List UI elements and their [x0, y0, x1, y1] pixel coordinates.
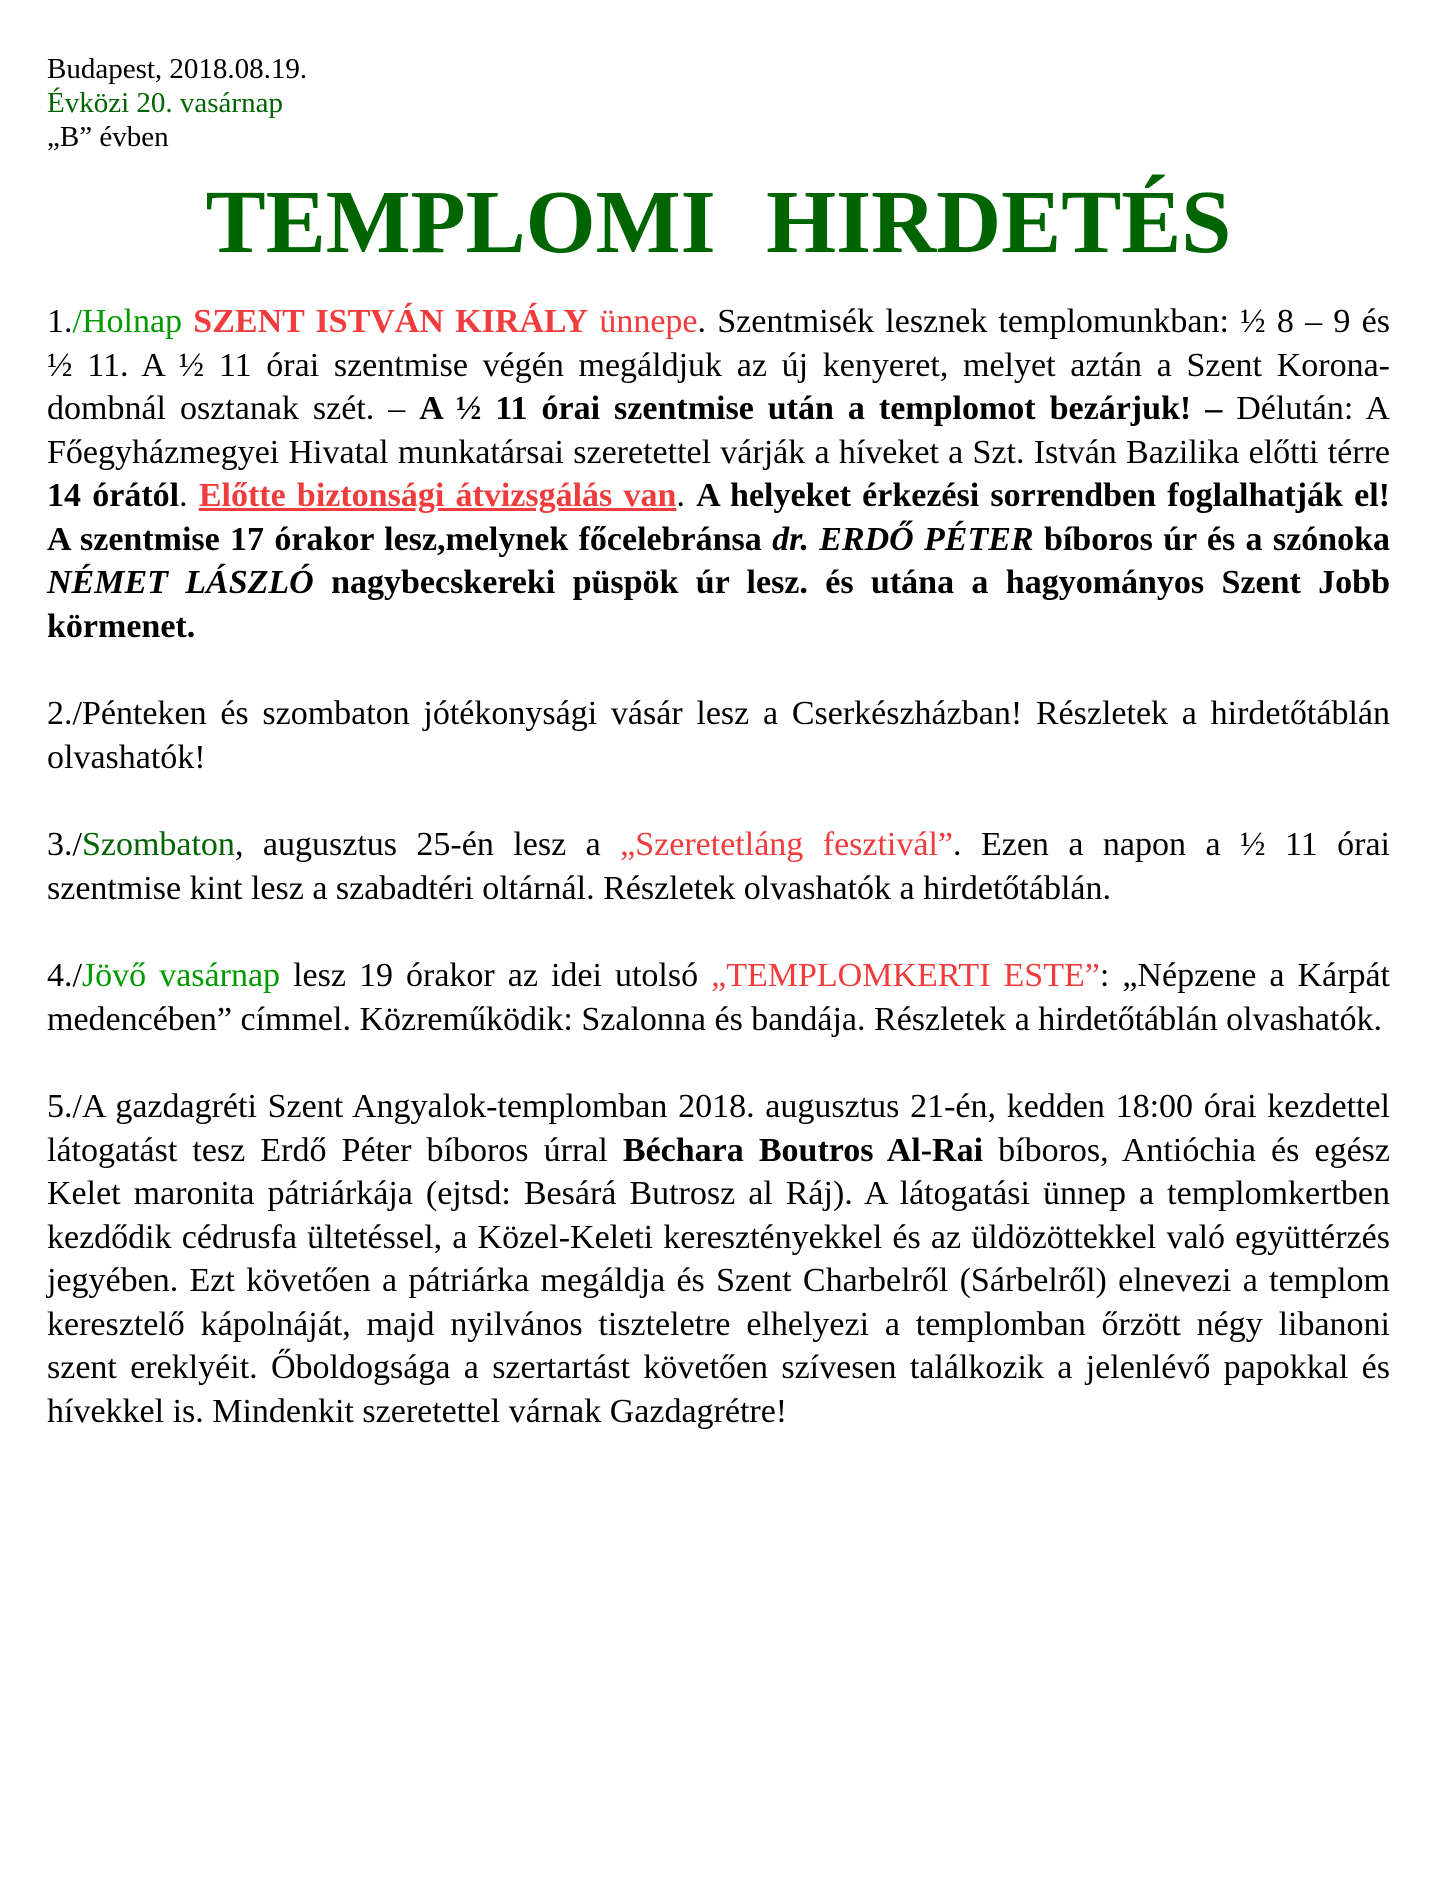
bold-text: bíboros úr és a szónoka [1033, 520, 1391, 558]
event-name: „TEMPLOMKERTI ESTE” [711, 957, 1100, 994]
lead-word: /Holnap [72, 303, 183, 340]
liturgical-day: Évközi 20. vasárnap [47, 87, 283, 119]
text: : „Népzene a Kárpát medencében” címmel. Közreműködik: Szalonna és bandája. Részletek a hirdetőtáblán olvashatók. [47, 957, 1390, 1038]
bold-text: A helyeket érkezési sorrendben foglalhatják el! A szentmise 17 órakor lesz,melynek főcelebránsa [47, 477, 1391, 558]
text: , augusztus 25-én lesz a [234, 826, 621, 863]
celebrant-name: dr. ERDŐ PÉTER [772, 520, 1034, 558]
feast-suffix: ünnepe [588, 303, 698, 340]
text: bíboros, Antióchia és egész Kelet maronita pátriárkája (ejtsd: Besárá Butrosz al Ráj). A látogatási ünnep a templomkertben kezdődik cédrusfa ültetéssel, a Közel-Keleti keresztényekkel és az üldözöttekkel való együttérzés jegyében. Ezt követően a pátriárka megáldja és Szent Charbelről (Sárbelről) elnevezi a templom keresztelő kápolnáját, majd nyilvános tiszteletre elhelyezi a templomban őrzött négy libanoni szent ereklyéit. Őboldogsága a szertartást követően szívesen találkozik a jelenlévő papokkal és hívekkel is. Mindenkit szeretettel várnak Gazdagrétre! [47, 1131, 1390, 1430]
announcement-5 [47, 1085, 1390, 1433]
place-date: Budapest, 2018.08.19. [47, 53, 308, 85]
bold-text: nagybecskereki püspök úr lesz. és utána a hagyományos Szent Jobb körmenet. [47, 564, 1390, 645]
announcement-2 [47, 692, 1390, 779]
item-number: 3./ [47, 826, 82, 863]
page-title: TEMPLOMI HIRDETÉS [205, 173, 1232, 272]
lead-word: Jövő vasárnap [81, 957, 281, 994]
text: . Ezen a napon a ½ 11 órai szentmise kint lesz a szabadtéri oltárnál. Részletek olvashatók a hirdetőtáblán. [47, 826, 1390, 907]
year-cycle: „B” évben [47, 121, 169, 153]
guest-name: Béchara Boutros Al-Rai [622, 1131, 984, 1169]
bold-notice: A ½ 11 órai szentmise után a templomot bezárjuk! – [419, 390, 1237, 427]
feast-name: SZENT ISTVÁN KIRÁLY [182, 303, 589, 340]
bold-time: 14 órától [47, 477, 180, 514]
announcement-1 [47, 300, 1390, 648]
preacher-name: NÉMET LÁSZLÓ [47, 564, 314, 601]
announcement-page [47, 0, 1390, 1477]
text: 5./A gazdagréti Szent Angyalok-templomban 2018. augusztus 21-én, kedden 18:00 órai kezdettel látogatást tesz Erdő Péter bíboros úrral [47, 1088, 1390, 1169]
lead-word: Szombaton [81, 826, 235, 863]
item-number: 1. [47, 303, 73, 340]
text: 2./Pénteken és szombaton jótékonysági vásár lesz a Cserkészházban! Részletek a hirdetőtáblán olvashatók! [47, 695, 1390, 776]
security-warning: Előtte biztonsági átvizsgálás van [198, 477, 677, 514]
text: . [179, 477, 199, 514]
announcement-4 [47, 954, 1390, 1041]
text: lesz 19 órakor az idei utolsó [280, 957, 712, 994]
item-number: 4./ [47, 957, 82, 994]
event-name: „Szeretetláng fesztivál” [620, 826, 953, 863]
text: . Szentmisék lesznek templomunkban: ½ 8 – 9 és ½ 11. A ½ 11 órai szentmise végén megáldjuk az új kenyeret, melyet aztán a Szent Korona-dombnál osztanak szét. – [47, 303, 1390, 427]
text: . [676, 477, 697, 514]
text: Délután: A Főegyházmegyei Hivatal munkatársai szeretettel várják a híveket a Szt. István Bazilika előtti térre [47, 390, 1390, 471]
announcement-3 [47, 823, 1390, 910]
